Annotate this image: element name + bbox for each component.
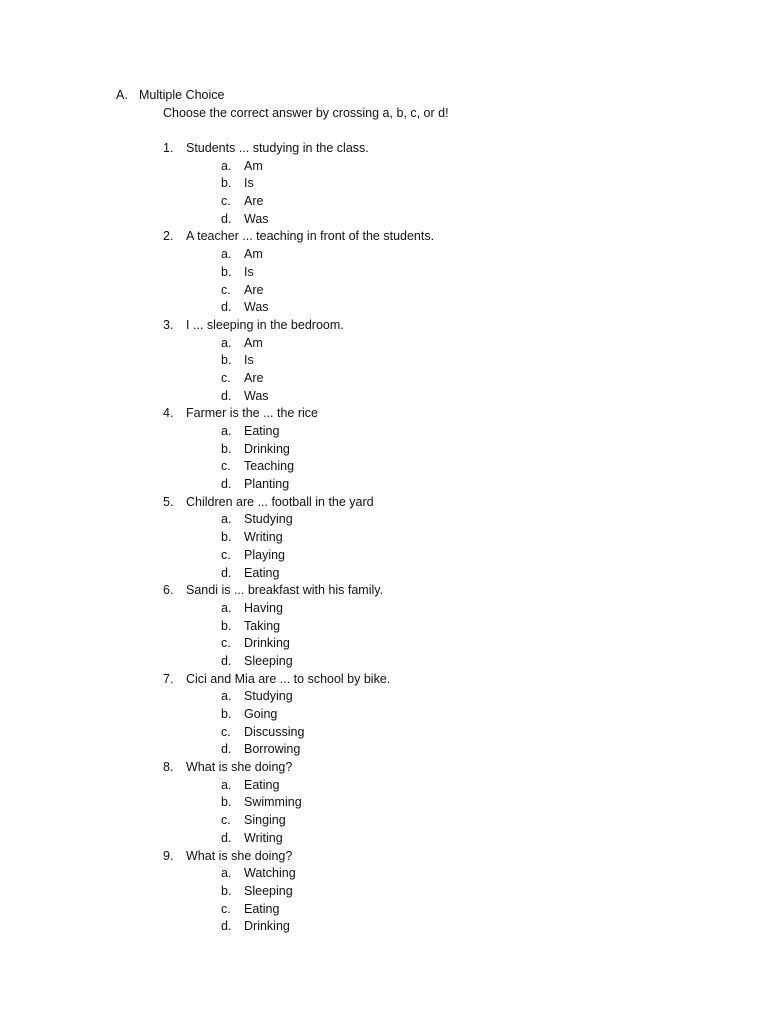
section-heading [116,87,224,104]
answer-option [0,352,768,370]
question-item [0,582,768,670]
option-letter: b. [221,618,232,633]
answer-option [0,741,768,759]
option-text: Eating [244,777,280,792]
option-letter: c. [221,724,231,739]
answer-option [0,423,768,441]
option-text: Sleeping [244,883,293,898]
option-text: Eating [244,565,280,580]
answer-option [0,794,768,812]
option-text: Sleeping [244,653,293,668]
option-letter: d. [221,742,232,757]
answer-option [0,511,768,529]
option-letter: d. [221,830,232,845]
option-text: Are [244,282,264,297]
option-text: Am [244,158,263,173]
answer-option [0,441,768,459]
option-text: Writing [244,830,283,845]
option-text: Studying [244,689,293,704]
option-letter: d. [221,565,232,580]
question-number: 5. [163,494,174,509]
question-text: Students ... studying in the class. [186,141,369,155]
option-letter: a. [221,335,232,350]
question-number: 1. [163,141,174,155]
question-line [0,848,768,866]
option-text: Eating [244,901,280,916]
option-letter: a. [221,158,232,173]
question-number: 7. [163,671,174,686]
answer-option [0,282,768,300]
answer-option [0,335,768,353]
section-letter: A. [116,88,128,102]
option-letter: b. [221,441,232,456]
option-letter: b. [221,176,232,191]
option-text: Singing [244,813,286,828]
question-text: Cici and Mia are ... to school by bike. [186,671,391,686]
question-line [0,494,768,512]
option-letter: c. [221,370,231,385]
option-letter: b. [221,883,232,898]
question-line [0,759,768,777]
answer-option [0,158,768,176]
option-letter: d. [221,211,232,226]
option-letter: d. [221,388,232,403]
answer-option [0,565,768,583]
answer-option [0,211,768,229]
answer-option [0,777,768,795]
option-text: Writing [244,530,283,545]
option-text: Planting [244,477,290,492]
question-list [0,140,768,936]
question-number: 2. [163,229,174,244]
answer-option [0,653,768,671]
question-item [0,317,768,405]
answer-option [0,547,768,565]
option-letter: b. [221,353,232,368]
answer-option [0,388,768,406]
question-text: What is she doing? [186,760,293,775]
answer-option [0,918,768,936]
option-text: Drinking [244,441,290,456]
question-text: I ... sleeping in the bedroom. [186,317,344,332]
question-text: Farmer is the ... the rice [186,406,318,421]
option-letter: c. [221,459,231,474]
question-item [0,759,768,847]
instruction-text: Choose the correct answer by crossing a, b, c, or d! [163,106,449,120]
answer-option [0,706,768,724]
option-text: Taking [244,618,281,633]
option-letter: b. [221,530,232,545]
answer-option [0,476,768,494]
option-letter: b. [221,795,232,810]
option-text: Going [244,707,278,721]
option-text: Drinking [244,636,290,651]
answer-option [0,865,768,883]
option-letter: a. [221,866,232,881]
answer-option [0,635,768,653]
answer-option [0,264,768,282]
option-text: Are [244,194,264,209]
answer-option [0,724,768,742]
question-number: 8. [163,760,174,775]
option-text: Was [244,300,269,315]
question-number: 6. [163,583,174,598]
option-letter: a. [221,247,232,262]
option-letter: c. [221,282,231,297]
answer-option [0,246,768,264]
option-letter: b. [221,264,232,279]
option-letter: a. [221,600,232,615]
option-letter: c. [221,547,231,562]
question-item [0,228,768,316]
answer-option [0,830,768,848]
section-title: Multiple Choice [139,88,225,102]
option-text: Drinking [244,919,290,934]
option-letter: a. [221,512,232,527]
option-letter: b. [221,707,232,721]
option-letter: d. [221,300,232,315]
option-letter: a. [221,777,232,792]
question-text: Sandi is ... breakfast with his family. [186,583,384,598]
option-text: Am [244,335,263,350]
option-text: Teaching [244,459,295,474]
option-text: Borrowing [244,742,301,757]
question-text: A teacher ... teaching in front of the students. [186,229,435,244]
option-text: Having [244,600,283,615]
answer-option [0,175,768,193]
question-number: 4. [163,406,174,421]
question-line [0,582,768,600]
option-letter: d. [221,477,232,492]
option-text: Is [244,264,254,279]
answer-option [0,883,768,901]
answer-option [0,299,768,317]
option-text: Is [244,353,254,368]
option-letter: d. [221,919,232,934]
option-text: Playing [244,547,285,562]
answer-option [0,688,768,706]
option-letter: c. [221,636,231,651]
question-text: Children are ... football in the yard [186,494,374,509]
option-text: Are [244,370,264,385]
option-text: Discussing [244,724,305,739]
question-item [0,848,768,936]
answer-option [0,529,768,547]
option-letter: c. [221,813,231,828]
answer-option [0,618,768,636]
answer-option [0,370,768,388]
option-letter: c. [221,901,231,916]
question-line [0,405,768,423]
answer-option [0,901,768,919]
option-text: Swimming [244,795,302,810]
option-text: Watching [244,866,296,881]
question-line [0,317,768,335]
answer-option [0,193,768,211]
question-line [0,140,768,158]
question-number: 9. [163,848,174,863]
option-letter: a. [221,689,232,704]
option-text: Am [244,247,263,262]
option-text: Is [244,176,254,191]
question-line [0,671,768,689]
option-letter: d. [221,653,232,668]
question-item [0,671,768,759]
option-text: Was [244,388,269,403]
answer-option [0,600,768,618]
option-text: Was [244,211,269,226]
question-item [0,405,768,493]
option-text: Studying [244,512,293,527]
option-letter: a. [221,424,232,438]
option-letter: c. [221,194,231,209]
question-text: What is she doing? [186,848,293,863]
option-text: Eating [244,424,280,438]
question-number: 3. [163,317,174,332]
question-item [0,140,768,228]
answer-option [0,458,768,476]
question-item [0,494,768,582]
answer-option [0,812,768,830]
question-line [0,228,768,246]
